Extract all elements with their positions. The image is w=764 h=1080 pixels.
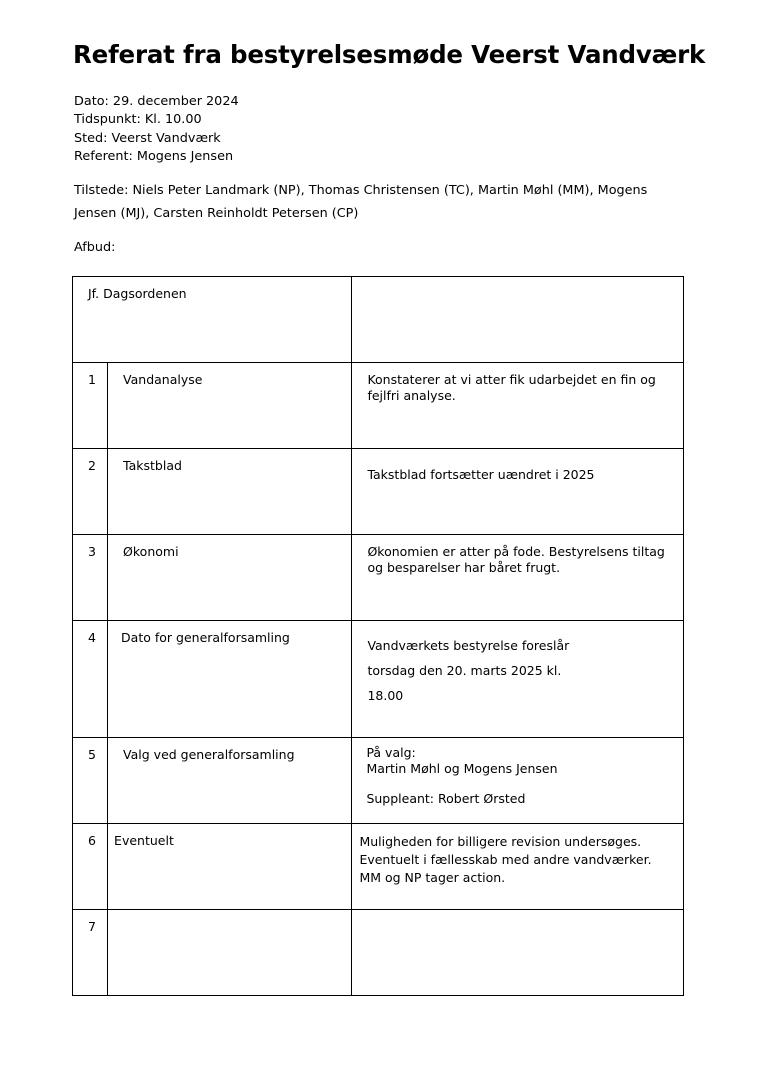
document-title: Referat fra bestyrelsesmøde Veerst Vandværk [73, 40, 706, 69]
meeting-info [74, 93, 239, 166]
agenda-header-note [352, 277, 684, 363]
meeting-date: Dato: 29. december 2024 [74, 94, 239, 109]
agenda-item-note-line: Muligheden for billigere revision undersøges. [359, 834, 642, 849]
agenda-item-topic: Dato for generalforsamling [121, 630, 290, 645]
agenda-item-note: Økonomien er atter på fode. Bestyrelsens tiltag og besparelser har båret frugt. [367, 544, 665, 575]
minutes-taker: Referent: Mogens Jensen [74, 148, 234, 164]
agenda-header-label: Jf. Dagsordenen [88, 286, 187, 301]
agenda-item-number: 5 [88, 747, 96, 762]
agenda-row-7 [73, 910, 684, 996]
agenda-item-note-line: På valg: [366, 745, 416, 760]
agenda-item-note-empty [352, 910, 684, 996]
agenda-item-number: 3 [88, 544, 96, 559]
meeting-place: Sted: Veerst Vandværk [74, 130, 221, 146]
agenda-item-number: 1 [88, 372, 96, 387]
agenda-header-cell [73, 277, 352, 363]
absentees: Afbud: [74, 240, 116, 255]
meeting-time: Tidspunkt: Kl. 10.00 [74, 112, 202, 128]
agenda-item-topic: Økonomi [123, 544, 179, 559]
agenda-item-note-line: torsdag den 20. marts 2025 kl. [367, 663, 562, 678]
agenda-item-note-line: MM og NP tager action. [359, 870, 506, 885]
agenda-item-note-line: Eventuelt i fællesskab med andre vandværker. [359, 852, 652, 867]
agenda-item-note: Takstblad fortsætter uændret i 2025 [367, 467, 595, 482]
agenda-item-note-line: 18.00 [367, 688, 404, 703]
agenda-item-note-line: Suppleant: Robert Ørsted [366, 791, 526, 806]
agenda-item-topic: Vandanalyse [123, 372, 203, 387]
agenda-item-topic [108, 910, 351, 919]
agenda-row-4 [73, 621, 684, 738]
agenda-header-row [73, 277, 684, 363]
agenda-item-number: 2 [88, 458, 96, 473]
agenda-row-1 [73, 363, 684, 449]
attendees: Tilstede: Niels Peter Landmark (NP), Thomas Christensen (TC), Martin Møhl (MM), Mogens Jensen (MJ), Carsten Reinholdt Petersen (CP) [74, 183, 648, 221]
agenda-item-note-line: Martin Møhl og Mogens Jensen [366, 761, 558, 776]
agenda-row-6 [73, 824, 684, 910]
agenda-item-topic: Eventuelt [114, 833, 174, 848]
agenda-row-5 [73, 738, 684, 824]
agenda-item-topic: Valg ved generalforsamling [123, 747, 295, 762]
agenda-row-2 [73, 449, 684, 535]
agenda-table [72, 276, 684, 996]
agenda-item-topic: Takstblad [123, 458, 182, 473]
agenda-item-number: 7 [88, 919, 96, 934]
agenda-item-note: Konstaterer at vi atter fik udarbejdet en fin og fejlfri analyse. [367, 372, 656, 403]
agenda-item-note-line: Vandværkets bestyrelse foreslår [367, 638, 570, 653]
agenda-item-number: 6 [88, 833, 96, 848]
agenda-row-3 [73, 535, 684, 621]
agenda-item-number: 4 [88, 630, 96, 645]
